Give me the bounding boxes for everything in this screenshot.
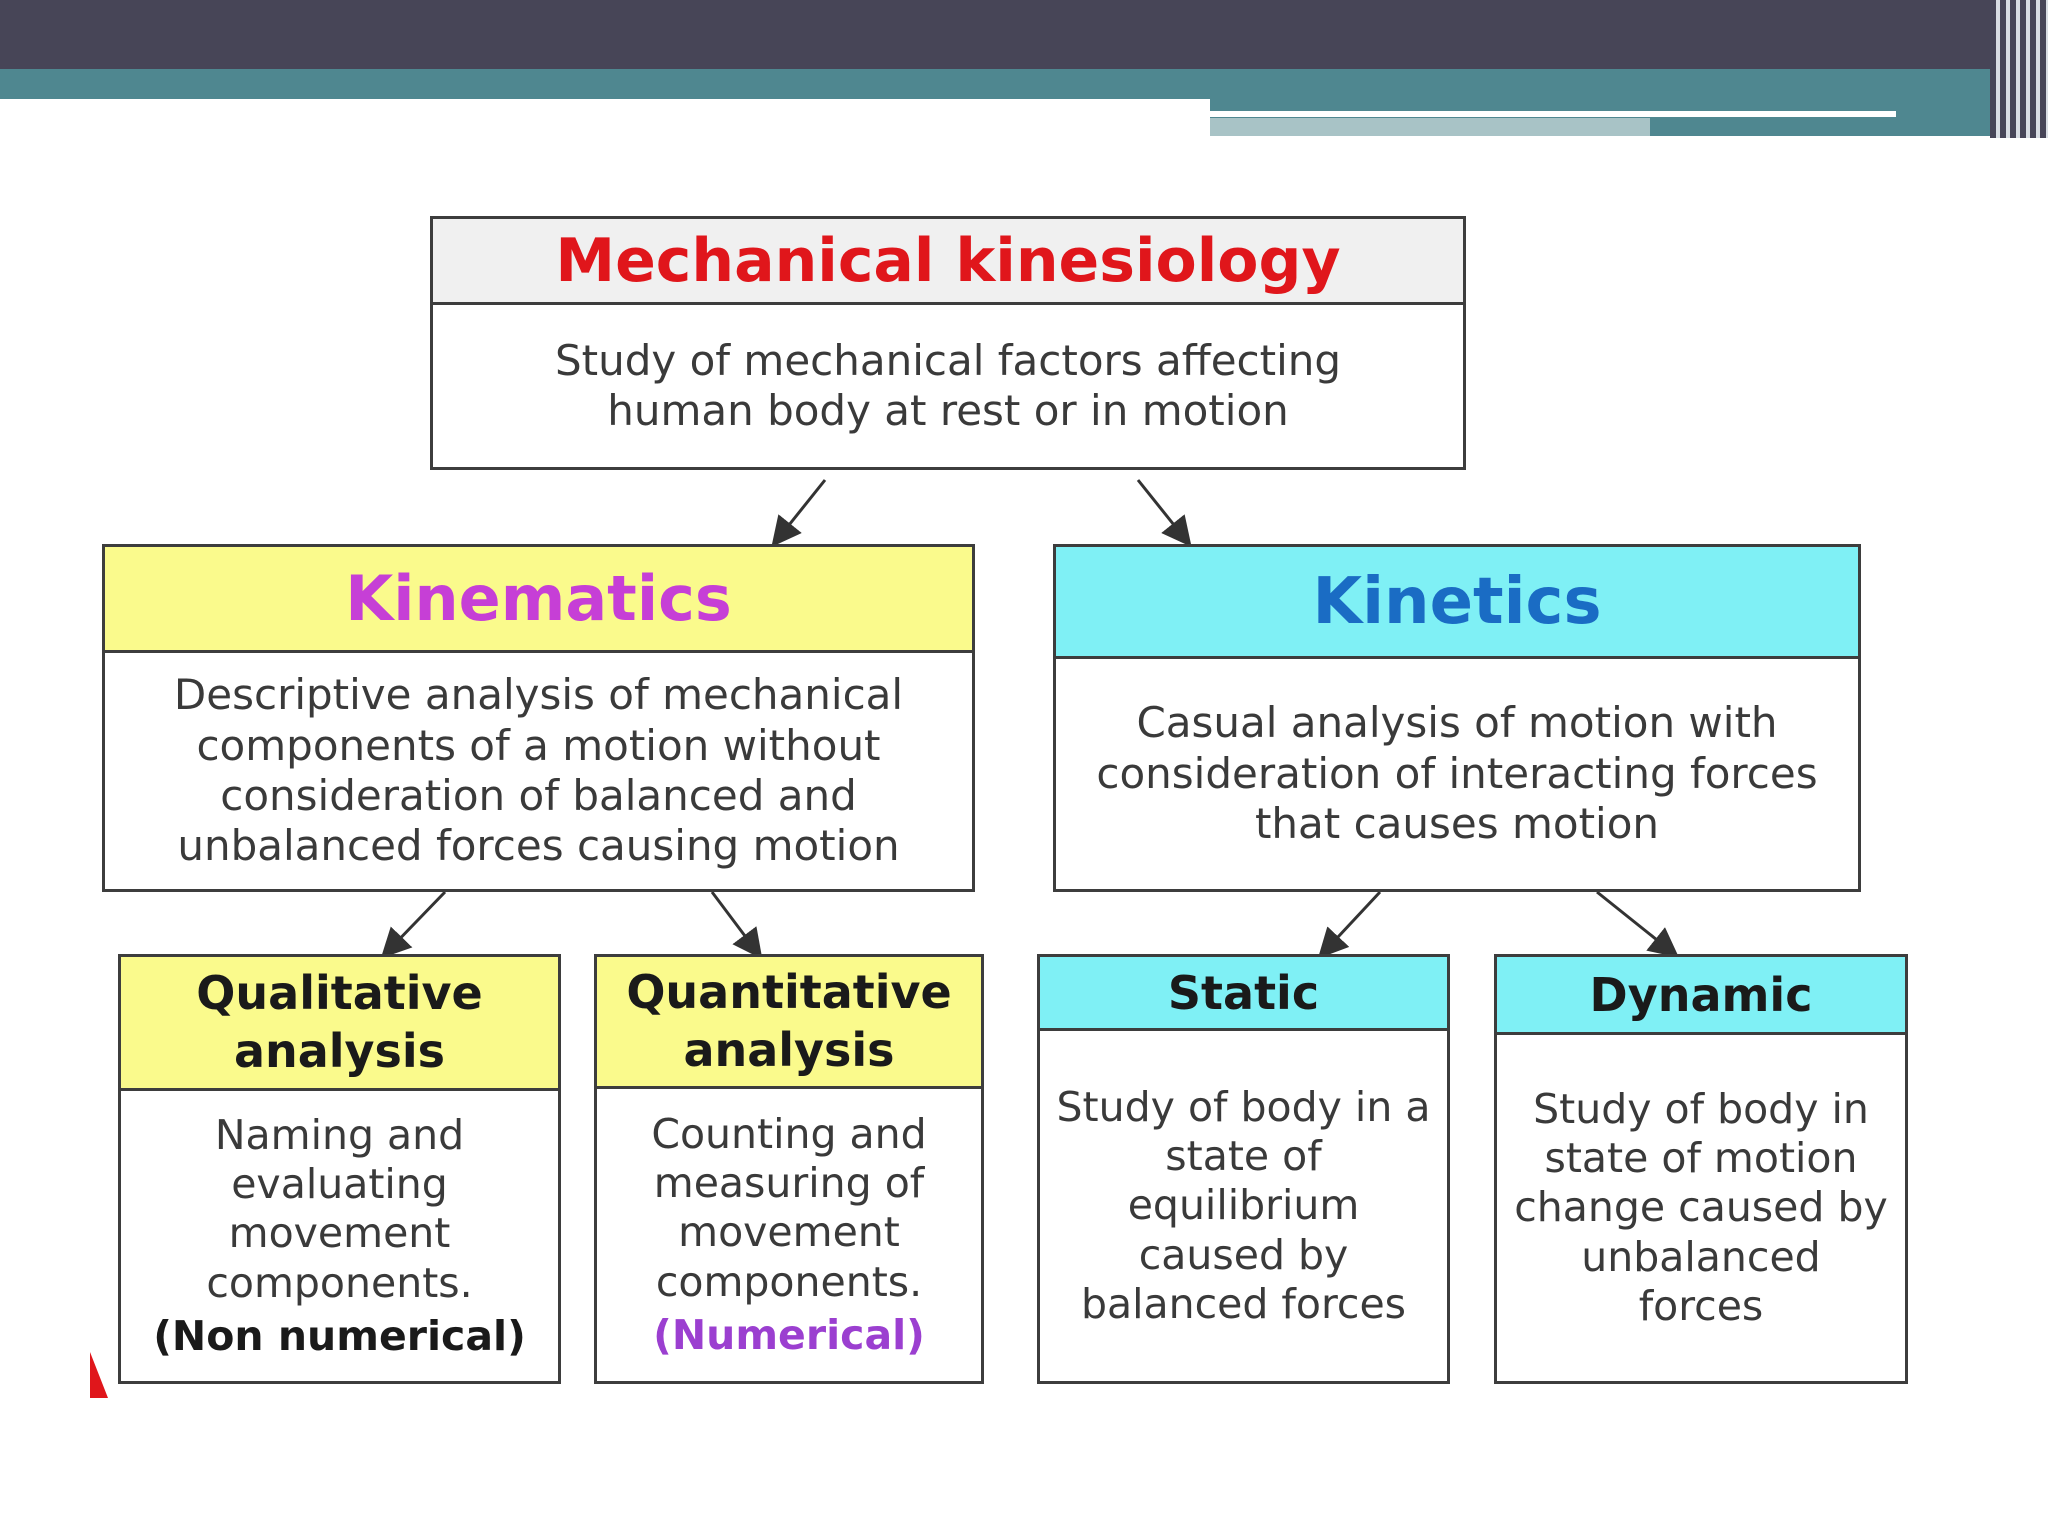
arrow-root-to-kinematics [777, 480, 825, 540]
quantitative-analysis-box [594, 954, 984, 1384]
quantitative-analysis-description: Counting and measuring of movement components. [651, 1110, 927, 1306]
arrow-kinetics-to-dynamic [1597, 892, 1672, 952]
dynamic-description: Study of body in state of motion change caused by unbalanced forces [1514, 1085, 1888, 1330]
qualitative-analysis-title: Qualitative analysis [121, 957, 558, 1091]
quantitative-analysis-note: (Numerical) [653, 1310, 925, 1359]
dynamic-box [1494, 954, 1908, 1384]
qualitative-analysis-note: (Non numerical) [153, 1311, 526, 1360]
kinematics-description: Descriptive analysis of mechanical components of a motion without consideration of balanced and unbalanced forces causing motion [173, 670, 904, 871]
qualitative-analysis-box [118, 954, 561, 1384]
static-description: Study of body in a state of equilibrium caused by balanced forces [1056, 1083, 1431, 1328]
kinematics-title: Kinematics [105, 547, 972, 653]
mechanical-kinesiology-description: Study of mechanical factors affecting human body at rest or in motion [554, 335, 1342, 435]
quantitative-analysis-body [597, 1089, 981, 1381]
arrow-kinematics-to-qualitative [387, 892, 445, 952]
quantitative-analysis-title: Quantitative analysis [597, 957, 981, 1089]
mechanical-kinesiology-box [430, 216, 1466, 470]
dynamic-title: Dynamic [1497, 957, 1905, 1035]
mechanical-kinesiology-title: Mechanical kinesiology [433, 219, 1463, 305]
static-box [1037, 954, 1450, 1384]
kinematics-box [102, 544, 975, 892]
kinetics-title: Kinetics [1056, 547, 1858, 659]
arrow-kinematics-to-quantitative [712, 892, 757, 952]
kinetics-box [1053, 544, 1861, 892]
static-title: Static [1040, 957, 1447, 1031]
arrow-kinetics-to-static [1324, 892, 1380, 952]
qualitative-analysis-body [121, 1091, 558, 1381]
arrow-root-to-kinetics [1138, 480, 1186, 540]
qualitative-analysis-description: Naming and evaluating movement components. [206, 1111, 473, 1307]
kinetics-description: Casual analysis of motion with consideration of interacting forces that causes motion [1096, 698, 1818, 849]
